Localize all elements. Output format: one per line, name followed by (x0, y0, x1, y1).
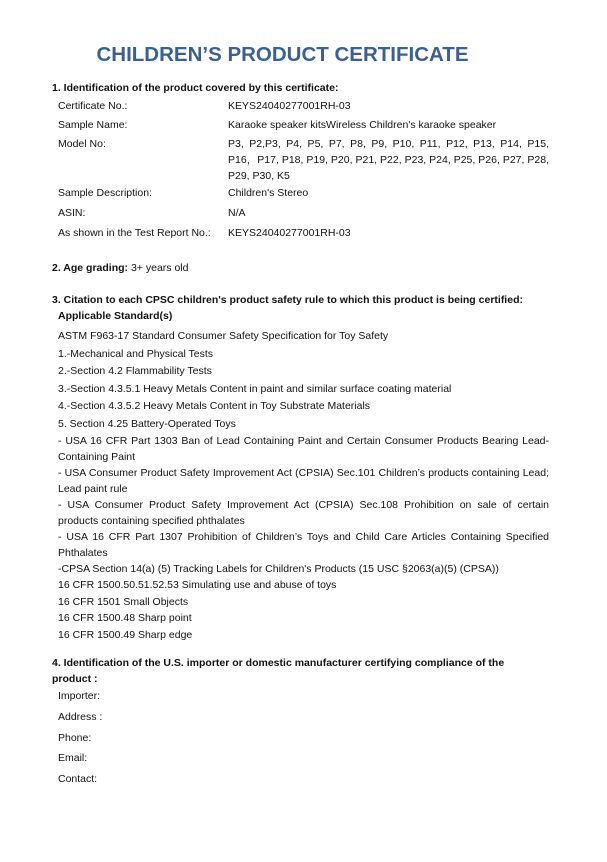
standard-item: 5. Section 4.25 Battery-Operated Toys (58, 417, 236, 430)
section2-heading (52, 262, 188, 275)
standard-item: 4.-Section 4.3.5.2 Heavy Metals Content in Toy Substrate Materials (58, 400, 371, 412)
label-model-no: Model No: (58, 138, 106, 150)
label-asin: ASIN: (58, 207, 86, 219)
email-label: Email: (58, 752, 88, 764)
standard-item: - USA Consumer Product Safety Improvement Act (CPSIA) Sec.108 Prohibition on sale of certain products containing specified phthalates (58, 498, 549, 527)
standard-item: 2.-Section 4.2 Flammability Tests (58, 365, 212, 377)
document-title: CHILDREN’S PRODUCT CERTIFICATE (96, 43, 469, 66)
standard-item: 16 CFR 1500.50.51.52.53 Simulating use and abuse of toys (58, 579, 337, 591)
standard-item: -CPSA Section 14(a) (5) Tracking Labels for Children's Products (15 USC §2063(a)(5) (CPSA)) (58, 562, 499, 575)
standard-item: 1.-Mechanical and Physical Tests (58, 347, 214, 360)
section4-heading: 4. Identification of the U.S. importer or domestic manufacturer certifying compliance of the product : (52, 657, 505, 685)
value-sample-description: Children's Stereo (228, 187, 309, 199)
standard-item: - USA 16 CFR Part 1307 Prohibition of Children’s Toys and Child Care Articles Containing Specified Phthalates (58, 530, 549, 559)
standard-item: 16 CFR 1500.49 Sharp edge (58, 628, 193, 641)
value-model-no: P3, P2,P3, P4, P5, P7, P8, P9, P10, P11, P12, P13, P14, P15, P16，P17, P18, P19, P20, P21, P22, P23, P24, P25, P26, P27, P28, P29, P30, K5 (228, 138, 549, 182)
importer-label: Importer: (58, 690, 101, 702)
standard-item: - USA 16 CFR Part 1303 Ban of Lead Containing Paint and Certain Consumer Products Bearing Lead- Containing Paint (58, 434, 549, 463)
label-sample-name: Sample Name: (58, 119, 128, 131)
contact-label: Contact: (58, 773, 98, 785)
applicable-standards-heading: Applicable Standard(s) (58, 310, 173, 322)
section3-heading: 3. Citation to each CPSC children's product safety rule to which this product is being certified: (52, 294, 523, 306)
label-certificate-no: Certificate No.: (58, 100, 128, 112)
standard-item: 16 CFR 1501 Small Objects (58, 595, 189, 608)
value-test-report-no: KEYS24040277001RH-03 (228, 227, 351, 239)
label-test-report-no: As shown in the Test Report No.: (58, 227, 211, 239)
value-sample-name: Karaoke speaker kitsWireless Children's karaoke speaker (228, 119, 497, 131)
section1-heading: 1. Identification of the product covered by this certificate: (52, 82, 339, 94)
age-grading-value: 3+ years old (130, 262, 189, 274)
standard-item: - USA Consumer Product Safety Improvement Act (CPSIA) Sec.101 Children’s products containing Lead; Lead paint rule (58, 466, 549, 495)
standard-item: 3.-Section 4.3.5.1 Heavy Metals Content in paint and similar surface coating material (58, 382, 452, 395)
value-asin: N/A (228, 207, 246, 219)
value-certificate-no: KEYS24040277001RH-03 (228, 100, 351, 112)
standard-item: 16 CFR 1500.48 Sharp point (58, 612, 192, 624)
age-grading-label: 2. Age grading: (52, 262, 129, 274)
phone-label: Phone: (58, 732, 92, 744)
address-label: Address : (58, 711, 103, 723)
standards-list (58, 328, 549, 643)
standard-item: ASTM F963-17 Standard Consumer Safety Specification for Toy Safety (58, 330, 389, 342)
label-sample-description: Sample Description: (58, 187, 152, 199)
